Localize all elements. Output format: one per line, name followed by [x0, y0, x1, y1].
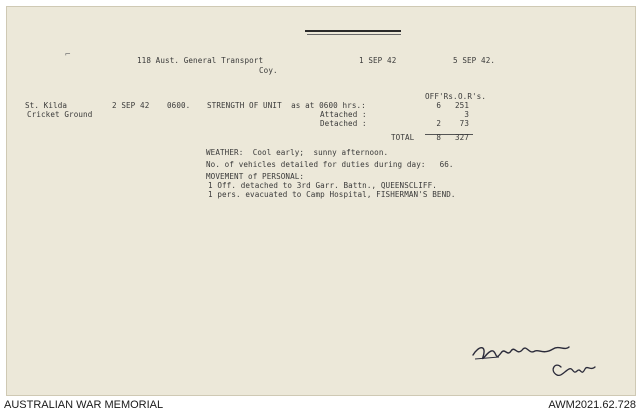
- unit-name-line2: Coy.: [259, 66, 278, 75]
- detached-offrs: 2: [436, 119, 441, 128]
- footer-left: AUSTRALIAN WAR MEMORIAL: [4, 399, 164, 411]
- struck-header-underline: [307, 34, 401, 35]
- detached-ors: 73: [459, 119, 469, 128]
- movement-item-1: 1 Off. detached to 3rd Garr. Battn., QUEENSCLIFF.: [208, 181, 437, 190]
- strength-label: STRENGTH OF UNIT as at 0600 hrs.:: [207, 101, 366, 110]
- place-line2: Cricket Ground: [27, 110, 93, 119]
- footer-bar: [0, 396, 640, 413]
- entry-time: 0600.: [167, 101, 191, 110]
- col-offrs: OFF'Rs.: [425, 92, 458, 101]
- handwritten-signature: [469, 337, 599, 382]
- total-offrs: 8: [436, 133, 441, 142]
- footer-right: AWM2021.62.728: [548, 399, 636, 411]
- place-line1: St. Kilda: [25, 101, 68, 110]
- movement-item-2: 1 pers. evacuated to Camp Hospital, FISHERMAN'S BEND.: [208, 190, 456, 199]
- movement-heading: MOVEMENT of PERSONAL:: [206, 172, 305, 181]
- attached-label: Attached :: [320, 110, 367, 119]
- vehicles-line: No. of vehicles detailed for duties during day: 66.: [206, 160, 454, 169]
- attached-ors: 3: [464, 110, 469, 119]
- weather-line: WEATHER: Cool early; sunny afternoon.: [206, 148, 389, 157]
- date-from: 1 SEP 42: [359, 56, 397, 65]
- detached-label: Detached :: [320, 119, 367, 128]
- strength-ors: 251: [454, 101, 469, 110]
- col-ors: O.R's.: [458, 92, 487, 101]
- punch-mark: ⌐: [65, 50, 71, 60]
- struck-header-line: [305, 30, 401, 32]
- unit-name: 118 Aust. General Transport: [137, 56, 264, 65]
- entry-date: 2 SEP 42: [112, 101, 150, 110]
- diary-page: [6, 6, 636, 396]
- total-label: TOTAL: [391, 133, 415, 142]
- strength-offrs: 6: [436, 101, 441, 110]
- total-ors: 327: [454, 133, 469, 142]
- date-to: 5 SEP 42.: [453, 56, 496, 65]
